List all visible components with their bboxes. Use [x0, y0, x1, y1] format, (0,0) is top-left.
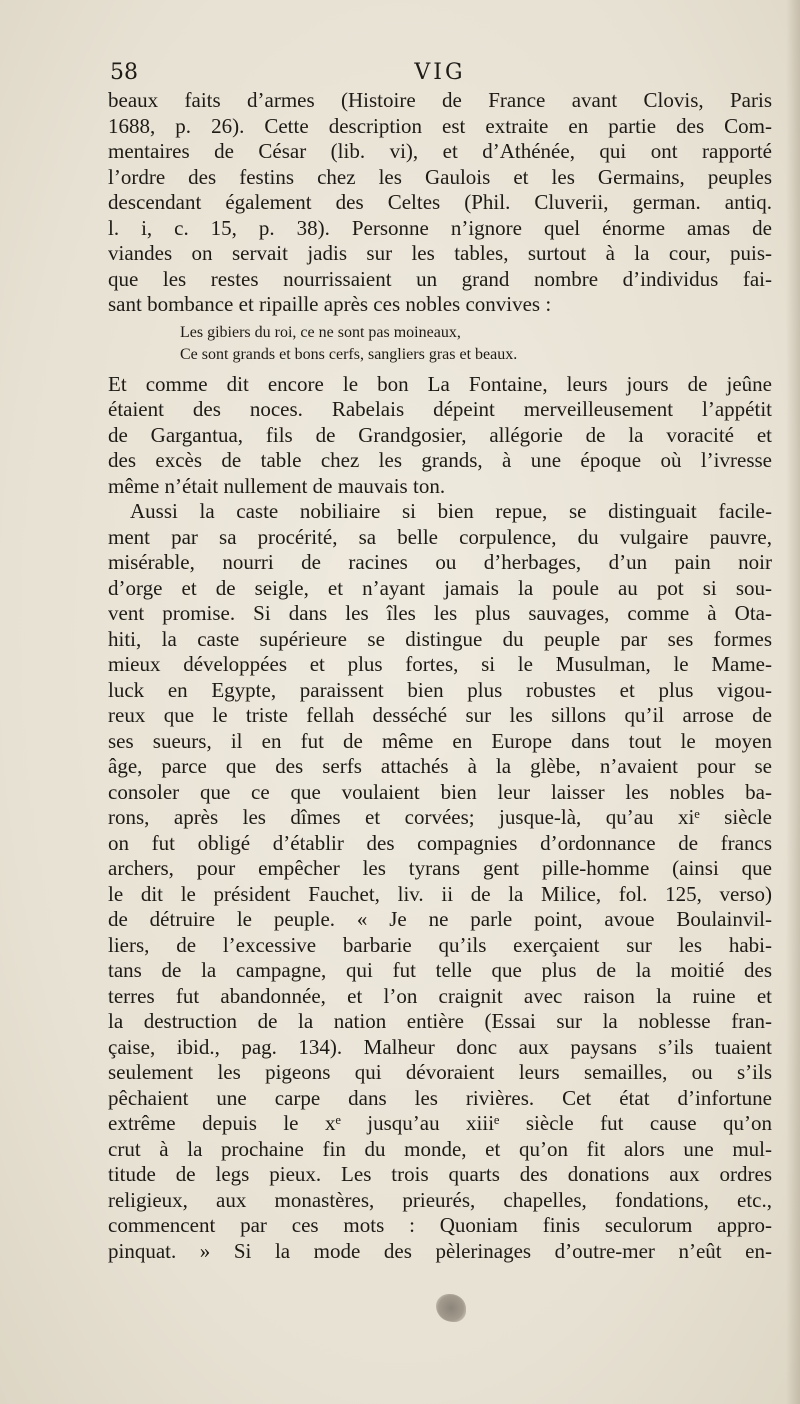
text-line: le dit le président Fauchet, liv. ii de la Milice, fol. 125, verso)	[108, 881, 772, 906]
text-line: d’orge et de seigle, et n’ayant jamais la poule au pot si sou-	[108, 575, 772, 600]
text-line: extrême depuis le xᵉ jusqu’au xiiiᵉ siècle fut cause qu’on	[108, 1111, 772, 1135]
text-line: misérable, nourri de racines ou d’herbages, d’un pain noir	[108, 550, 772, 574]
text-line: mieux développées et plus fortes, si le Musulman, le Mame-	[108, 652, 772, 676]
text-line: pinquat. » Si la mode des pèlerinages d’outre-mer n’eût en-	[108, 1238, 772, 1263]
text-line: luck en Egypte, paraissent bien plus robustes et plus vigou-	[108, 677, 772, 702]
text-line: la destruction de la nation entière (Essai sur la noblesse fran-	[108, 1009, 772, 1033]
text-line: vent promise. Si dans les îles les plus sauvages, comme à Ota-	[108, 601, 772, 625]
text-line: consoler que ce que voulaient bien leur laisser les nobles ba-	[108, 779, 772, 804]
text-line: rons, après les dîmes et corvées; jusque-là, qu’au xiᵉ siècle	[108, 805, 772, 829]
text-line: Aussi la caste nobiliaire si bien repue, se distinguait facile-	[130, 499, 772, 523]
text-line: 1688, p. 26). Cette description est extraite en partie des Com-	[108, 113, 772, 138]
text-line: l. i, c. 15, p. 38). Personne n’ignore quel énorme amas de	[108, 215, 772, 240]
page-header	[110, 60, 770, 90]
text-line: ses sueurs, il en fut de même en Europe dans tout le moyen	[108, 728, 772, 753]
text-line: que les restes nourrissaient un grand nombre d’individus fai-	[108, 266, 772, 291]
text-line: tans de la campagne, qui fut telle que plus de la moitié des	[108, 958, 772, 982]
text-line: crut à la prochaine fin du monde, et qu’on fit alors une mul-	[108, 1136, 772, 1161]
text-line: religieux, aux monastères, prieurés, chapelles, fondations, etc.,	[108, 1187, 772, 1212]
text-line: de détruire le peuple. « Je ne parle point, avoue Boulainvil-	[108, 907, 772, 931]
text-line: Et comme dit encore le bon La Fontaine, leurs jours de jeûne	[108, 371, 772, 396]
text-line: pêchaient une carpe dans les rivières. Cet état d’infortune	[108, 1085, 772, 1110]
running-head: VIG	[414, 60, 466, 85]
text-line: sant bombance et ripaille après ces nobles convives :	[108, 292, 552, 316]
text-line: liers, de l’excessive barbarie qu’ils exerçaient sur les habi-	[108, 932, 772, 957]
verse-quote-line: Les gibiers du roi, ce ne sont pas moineaux,	[180, 323, 461, 341]
text-line: terres fut abandonnée, et l’on craignit avec raison la ruine et	[108, 983, 772, 1008]
text-line: âge, parce que des serfs attachés à la glèbe, n’avaient pour se	[108, 754, 772, 778]
text-line: çaise, ibid., pag. 134). Malheur donc aux paysans s’ils tuaient	[108, 1034, 772, 1059]
text-line: ment par sa procérité, sa belle corpulence, du vulgaire pauvre,	[108, 524, 772, 549]
ink-stain	[436, 1294, 466, 1322]
text-line: beaux faits d’armes (Histoire de France avant Clovis, Paris	[108, 88, 772, 112]
text-line: seulement les pigeons qui dévoraient leurs semailles, ou s’ils	[108, 1060, 772, 1084]
text-line: commencent par ces mots : Quoniam finis seculorum appro-	[108, 1213, 772, 1237]
text-line: étaient des noces. Rabelais dépeint merveilleusement l’appétit	[108, 397, 772, 421]
text-line: de Gargantua, fils de Grandgosier, allégorie de la voracité et	[108, 422, 772, 447]
text-line: l’ordre des festins chez les Gaulois et les Germains, peuples	[108, 164, 772, 189]
text-line: descendant également des Celtes (Phil. Cluverii, german. antiq.	[108, 190, 772, 214]
text-line: même n’était nullement de mauvais ton.	[108, 473, 446, 498]
text-line: archers, pour empêcher les tyrans gent pille-homme (ainsi que	[108, 856, 772, 880]
text-line: viandes on servait jadis sur les tables, surtout à la cour, puis-	[108, 241, 772, 265]
text-line: mentaires de César (lib. vi), et d’Athénée, qui ont rapporté	[108, 139, 772, 163]
text-line: reux que le triste fellah desséché sur les sillons qu’il arrose de	[108, 703, 772, 727]
text-line: on fut obligé d’établir des compagnies d’ordonnance de francs	[108, 830, 772, 855]
page-number: 58	[110, 60, 138, 85]
text-line: des excès de table chez les grands, à une époque où l’ivresse	[108, 448, 772, 472]
text-line: titude de legs pieux. Les trois quarts des donations aux ordres	[108, 1162, 772, 1186]
verse-quote-line: Ce sont grands et bons cerfs, sangliers gras et beaux.	[180, 345, 518, 363]
text-line: hiti, la caste supérieure se distingue du peuple par ses formes	[108, 626, 772, 651]
body-text	[108, 88, 772, 1264]
